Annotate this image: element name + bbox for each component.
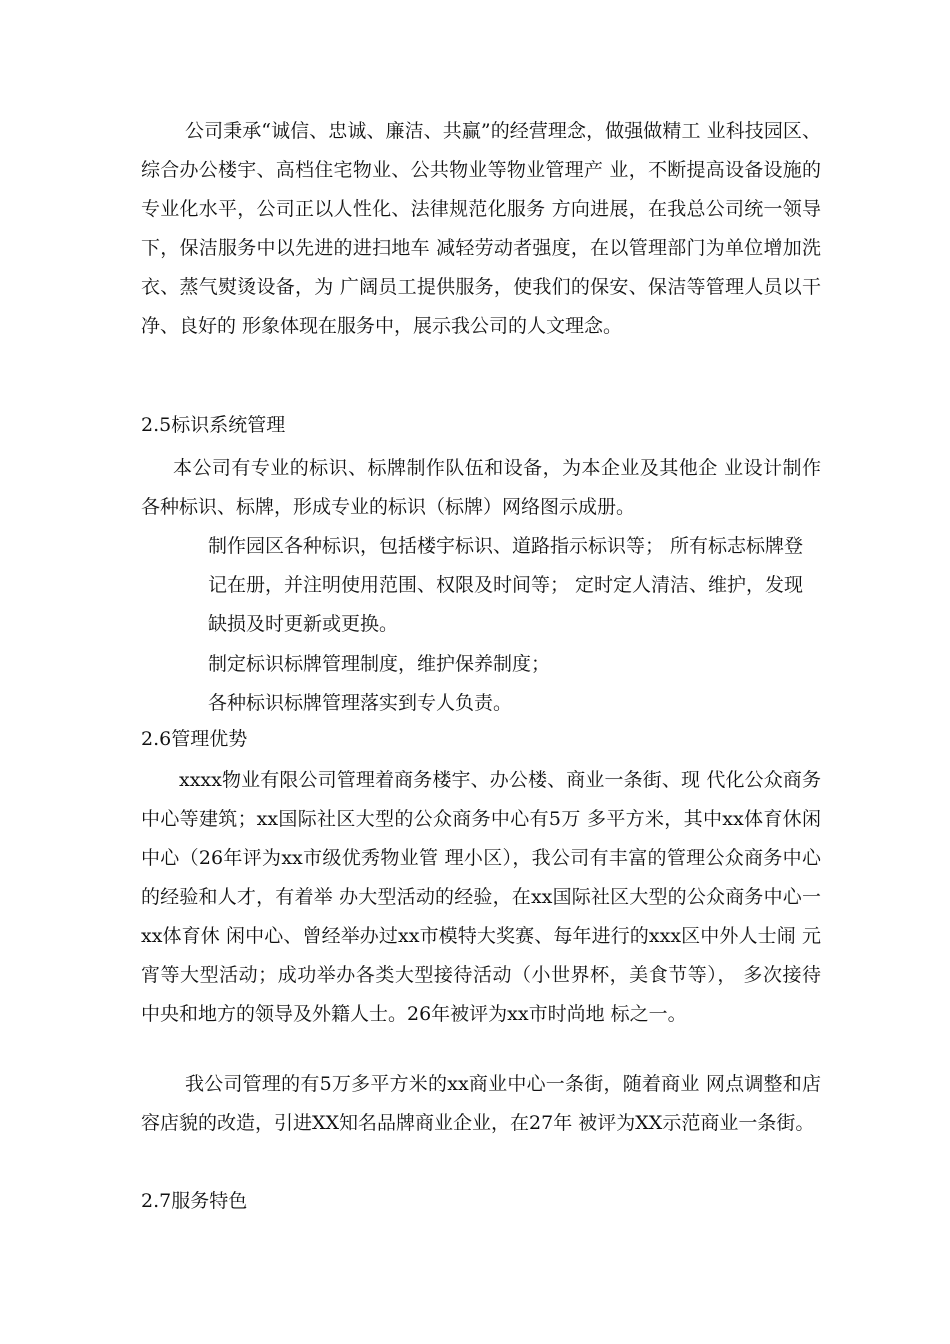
section-heading-2-5: 2.5标识系统管理 [141, 414, 286, 436]
section-heading-2-7: 2.7服务特色 [141, 1190, 248, 1212]
list-item-signage-production: 制作园区各种标识，包括楼宇标识、道路指示标识等； 所有标志标牌登记在册，并注明使用范围、权限及时间等； 定时定人清洁、维护，发现缺损及时更新或更换。 [208, 535, 804, 635]
list-item-signage-rules: 制定标识标牌管理制度，维护保养制度； [208, 653, 551, 675]
paragraph-business-philosophy: 公司秉承“诚信、忠诚、廉洁、共赢”的经营理念，做强做精工 业科技园区、综合办公楼宇、高档住宅物业、公共物业等物业管理产 业，不断提高设备设施的专业化水平，公司正以人性化、法律规范化服务 方向进展，在我总公司统一领导下，保洁服务中以先进的进扫地车 减轻劳动者强度，在以管理部门为单位增加洗衣、蒸气熨烫设备，为 广阔员工提供服务，使我们的保安、保洁等管理人员以干净、良好的 形象体现在服务中，展示我公司的人文理念。 [141, 120, 821, 337]
section-heading-2-6: 2.6管理优势 [141, 728, 248, 750]
paragraph-commercial-street: 我公司管理的有5万多平方米的xx商业中心一条街，随着商业 网点调整和店容店貌的改造，引进XX知名品牌商业企业，在27年 被评为XX示范商业一条街。 [141, 1073, 821, 1134]
paragraph-management-advantage: xxxx物业有限公司管理着商务楼宇、办公楼、商业一条街、现 代化公众商务中心等建筑；xx国际社区大型的公众商务中心有5万 多平方米，其中xx体育休闲中心（26年评为xx市级优秀物业管 理小区），我公司有丰富的管理公众商务中心的经验和人才，有着举 办大型活动的经验，在xx国际社区大型的公众商务中心一xx体育休 闲中心、曾经举办过xx市模特大奖赛、每年进行的xxx区中外人士闹 元宵等大型活动；成功举办各类大型接待活动（小世界杯，美食节等）， 多次接待中央和地方的领导及外籍人士。26年被评为xx市时尚地 标之一。 [141, 769, 821, 1025]
list-item-signage-responsibility: 各种标识标牌管理落实到专人负责。 [208, 692, 513, 714]
paragraph-signage-team: 本公司有专业的标识、标牌制作队伍和设备，为本企业及其他企 业设计制作各种标识、标牌，形成专业的标识（标牌）网络图示成册。 [141, 457, 821, 518]
